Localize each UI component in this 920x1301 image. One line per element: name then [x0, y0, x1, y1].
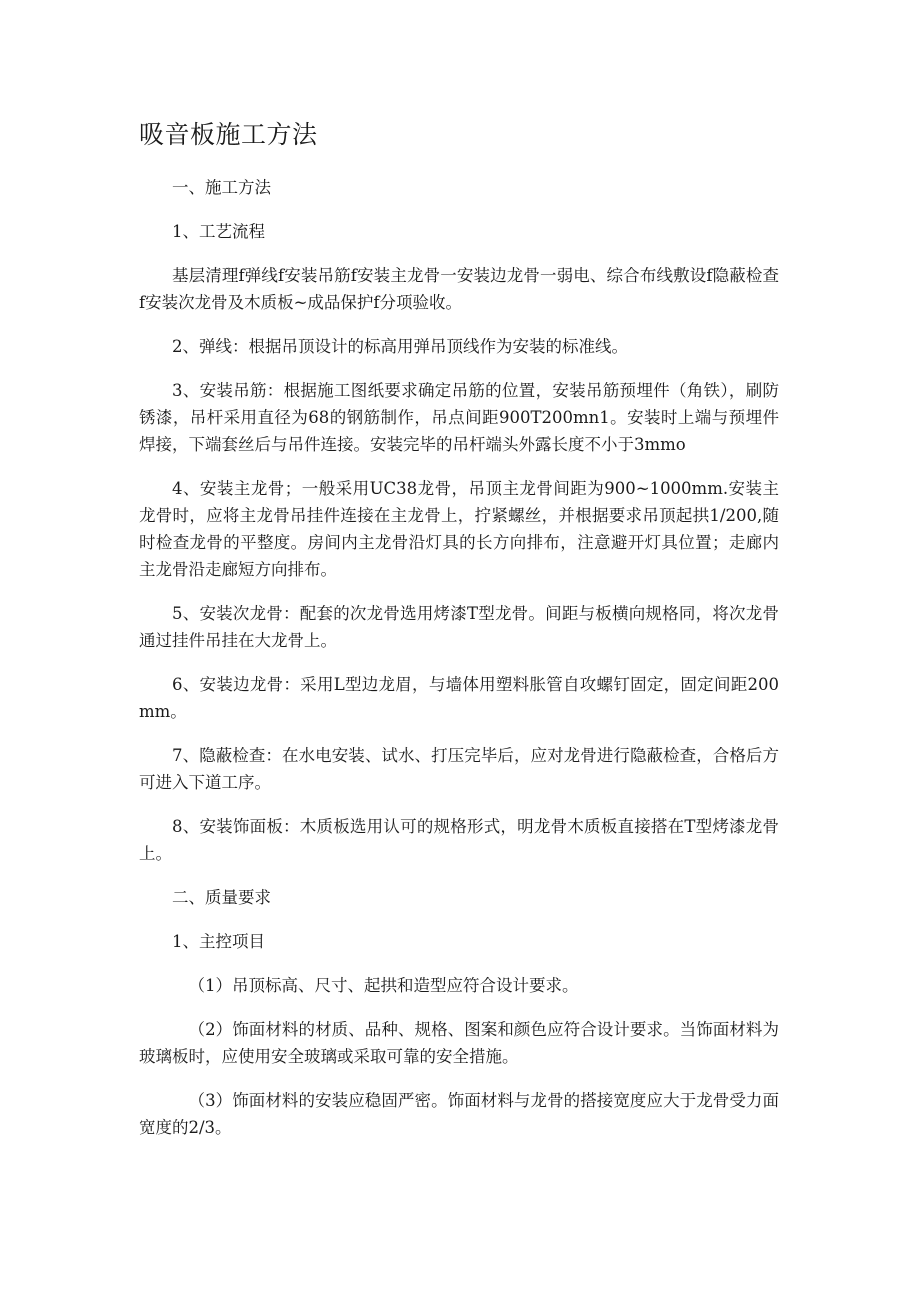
subsection-heading-process-flow: 1、工艺流程: [172, 222, 265, 241]
paragraph-install-edge-keel: 6、安装边龙骨：采用L型边龙眉，与墙体用塑料胀管自攻螺钉固定，固定间距200mm。: [139, 675, 779, 721]
section-heading-quality-requirements: 二、质量要求: [172, 888, 271, 907]
section-heading-construction-method: 一、施工方法: [172, 178, 271, 197]
paragraph-process-flow: 基层清理f弹线f安装吊筋f安装主龙骨一安装边龙骨一弱电、综合布线敷设f隐蔽检查f安装次龙骨及木质板~成品保护f分项验收。: [139, 266, 779, 312]
paragraph-install-secondary-keel: 5、安装次龙骨：配套的次龙骨选用烤漆T型龙骨。间距与板横向规格同，将次龙骨通过挂件吊挂在大龙骨上。: [139, 604, 779, 650]
paragraph-install-main-keel: 4、安装主龙骨；一般采用UC38龙骨，吊顶主龙骨间距为900~1000mm.安装主龙骨时，应将主龙骨吊挂件连接在主龙骨上，拧紧螺丝，并根据要求吊顶起拱1/200,随时检查龙骨的平整度。房间内主龙骨沿灯具的长方向排布，注意避开灯具位置；走廊内主龙骨沿走廊短方向排布。: [139, 479, 779, 579]
document-content: [139, 118, 779, 1158]
paragraph-snapping-lines: 2、弹线：根据吊顶设计的标高用弹吊顶线作为安装的标准线。: [172, 337, 628, 356]
document-title: 吸音板施工方法: [139, 120, 318, 149]
paragraph-concealed-inspection: 7、隐蔽检查：在水电安装、试水、打压完毕后，应对龙骨进行隐蔽检查，合格后方可进入下道工序。: [139, 746, 779, 792]
subsection-heading-main-control-items: 1、主控项目: [172, 932, 265, 951]
list-item-requirement-2: （2）饰面材料的材质、品种、规格、图案和颜色应符合设计要求。当饰面材料为玻璃板时，应使用安全玻璃或采取可靠的安全措施。: [139, 1020, 779, 1066]
paragraph-install-facing-board: 8、安装饰面板：木质板选用认可的规格形式，明龙骨木质板直接搭在T型烤漆龙骨上。: [139, 817, 779, 863]
list-item-requirement-3: （3）饰面材料的安装应稳固严密。饰面材料与龙骨的搭接宽度应大于龙骨受力面宽度的2/3。: [139, 1091, 779, 1137]
list-item-requirement-1: （1）吊顶标高、尺寸、起拱和造型应符合设计要求。: [188, 976, 579, 995]
paragraph-install-hanger-bars: 3、安装吊筋：根据施工图纸要求确定吊筋的位置，安装吊筋预埋件（角铁），刷防锈漆，吊杆采用直径为68的钢筋制作，吊点间距900T200mn1。安装时上端与预埋件焊接，下端套丝后与吊件连接。安装完毕的吊杆端头外露长度不小于3mmo: [139, 381, 779, 454]
